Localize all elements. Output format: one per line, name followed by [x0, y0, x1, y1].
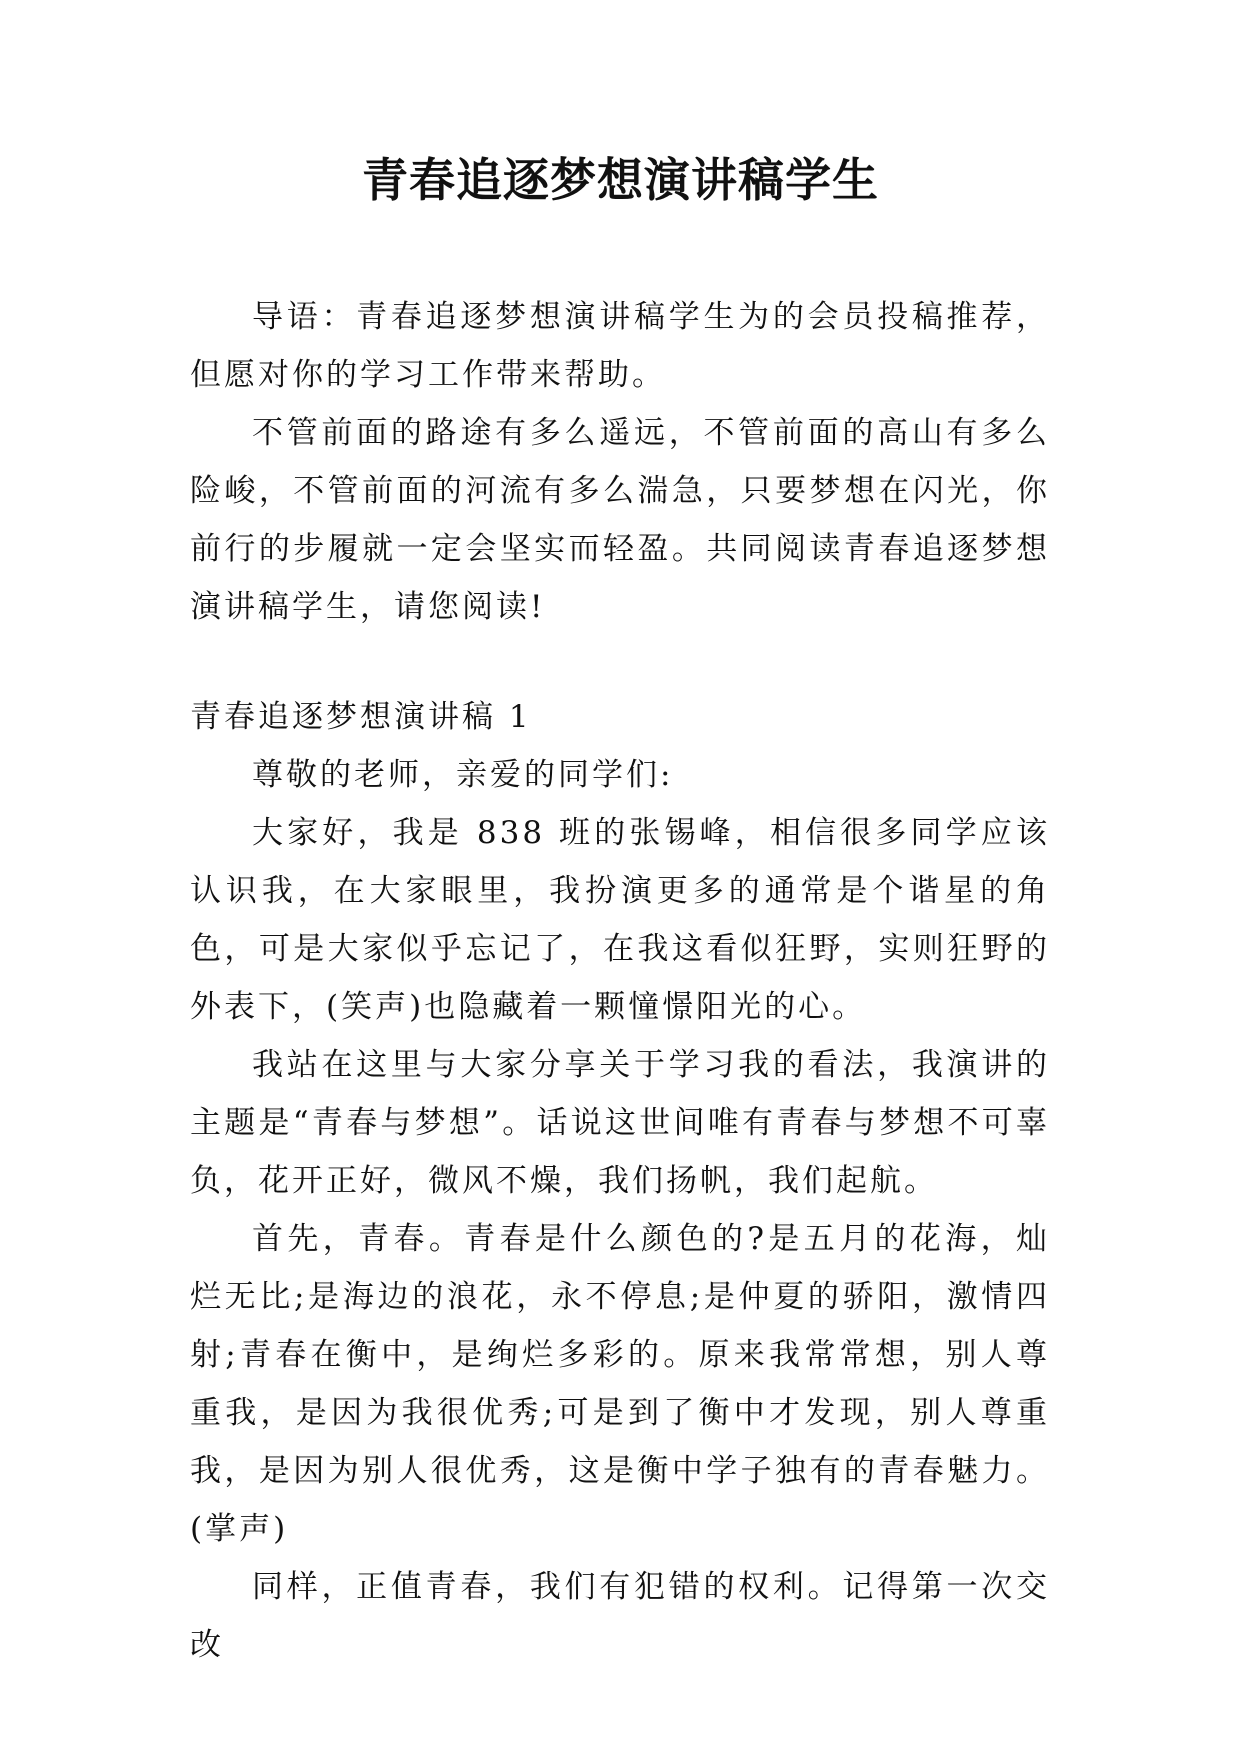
preface-paragraph: 不管前面的路途有多么遥远，不管前面的高山有多么险峻，不管前面的河流有多么湍急，只要梦想在闪光，你前行的步履就一定会坚实而轻盈。共同阅读青春追逐梦想演讲稿学生，请您阅读! [190, 415, 1050, 625]
body-paragraph: 同样，正值青春，我们有犯错的权利。记得第一次交改 [190, 1569, 1050, 1663]
salutation-paragraph: 尊敬的老师，亲爱的同学们: [252, 757, 674, 793]
body-paragraph: 大家好，我是 838 班的张锡峰，相信很多同学应该认识我，在大家眼里，我扮演更多的通常是个谐星的角色，可是大家似乎忘记了，在我这看似狂野，实则狂野的外表下，(笑声)也隐藏着一颗憧憬阳光的心。 [190, 815, 1050, 1025]
body-paragraph: 我站在这里与大家分享关于学习我的看法，我演讲的主题是“青春与梦想”。话说这世间唯有青春与梦想不可辜负，花开正好，微风不燥，我们扬帆，我们起航。 [190, 1047, 1050, 1199]
document-body [190, 288, 1050, 1674]
intro-paragraph: 导语：青春追逐梦想演讲稿学生为的会员投稿推荐，但愿对你的学习工作带来帮助。 [190, 299, 1050, 393]
section-heading: 青春追逐梦想演讲稿 1 [190, 699, 532, 735]
body-paragraph: 首先，青春。青春是什么颜色的?是五月的花海，灿烂无比;是海边的浪花，永不停息;是仲夏的骄阳，激情四射;青春在衡中，是绚烂多彩的。原来我常常想，别人尊重我，是因为我很优秀;可是到了衡中才发现，别人尊重我，是因为别人很优秀，这是衡中学子独有的青春魅力。(掌声) [190, 1221, 1050, 1547]
document-title: 青春追逐梦想演讲稿学生 [362, 153, 879, 207]
